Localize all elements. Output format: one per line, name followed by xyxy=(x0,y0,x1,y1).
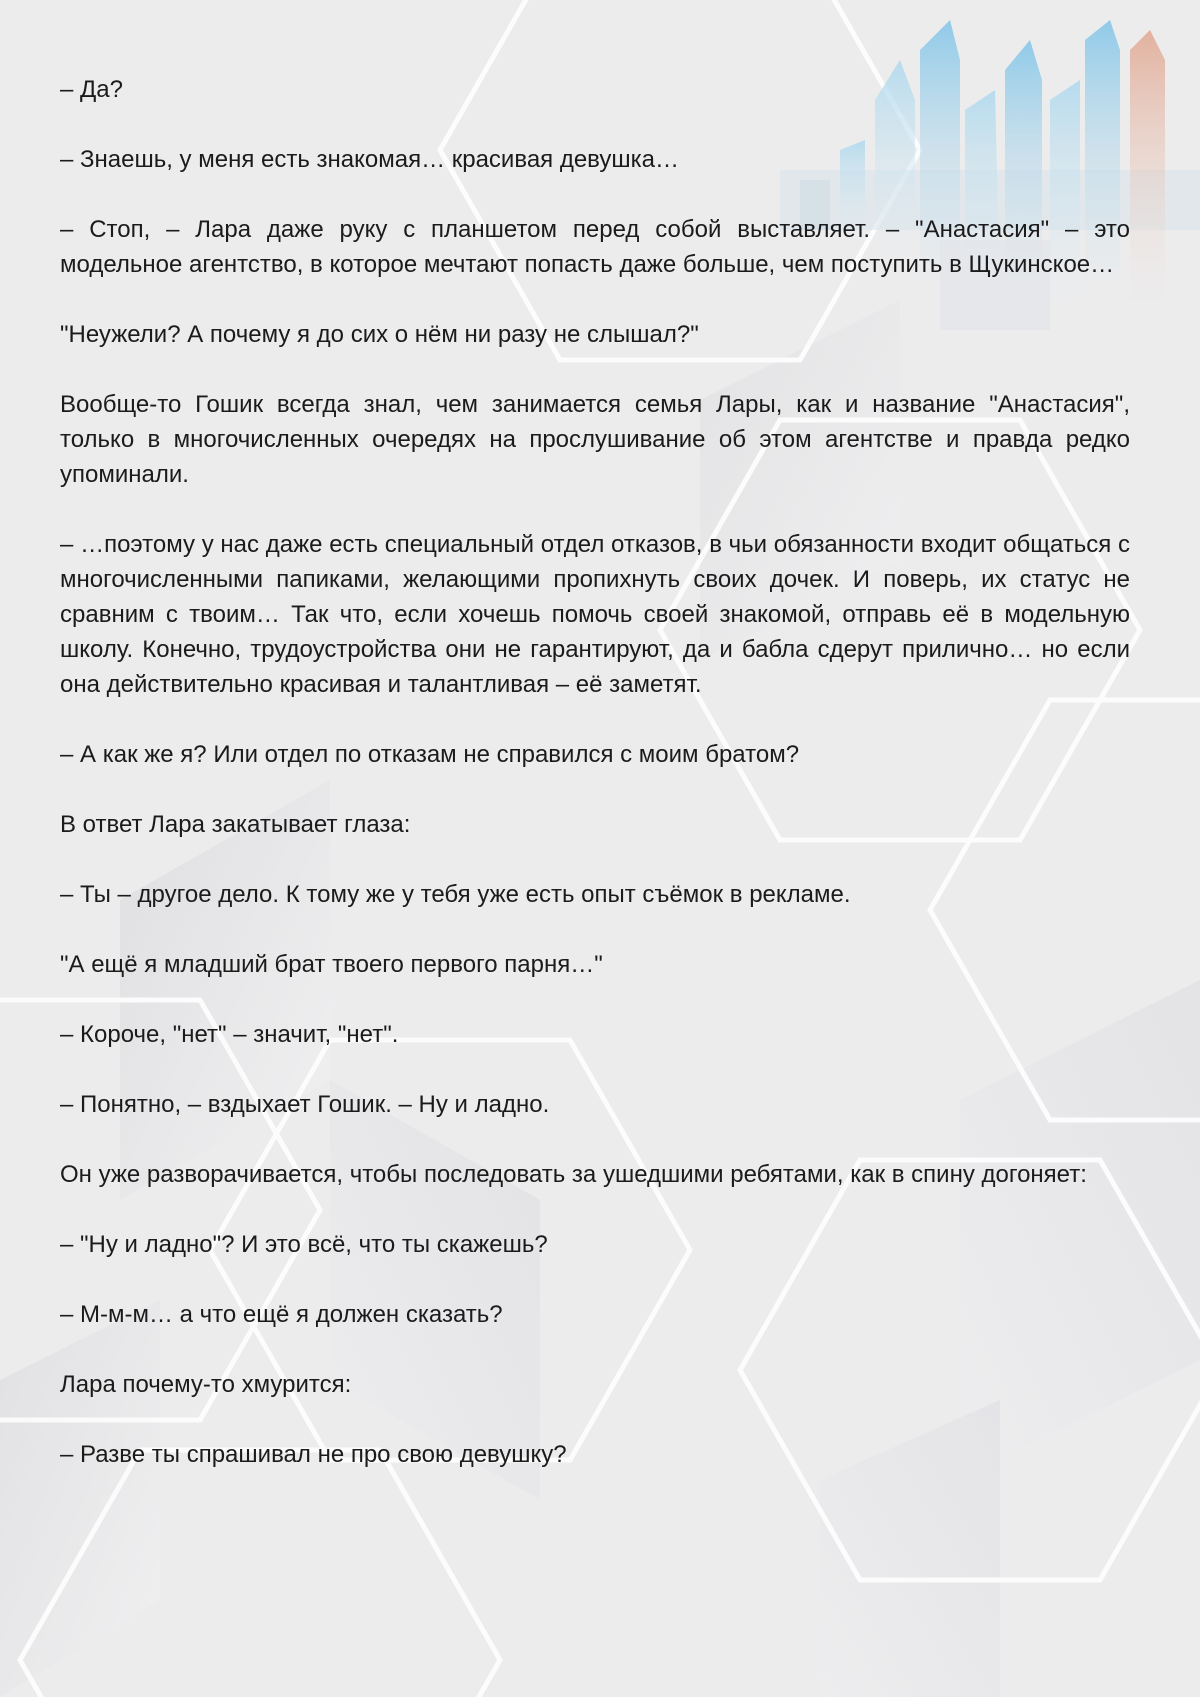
paragraph: – М-м-м… а что ещё я должен сказать? xyxy=(60,1301,503,1328)
paragraph: Лара почему-то хмурится: xyxy=(60,1371,352,1398)
paragraph: Он уже разворачивается, чтобы последовать за ушедшими ребятами, как в спину догоняет: xyxy=(60,1161,1087,1188)
paragraph: – Разве ты спрашивал не про свою девушку? xyxy=(60,1441,567,1468)
paragraph: Вообще-то Гошик всегда знал, чем занимается семья Лары, как и название "Анастасия", только в многочисленных очередях на прослушивание об этом агентстве и правда редко упоминали. xyxy=(60,391,1130,488)
paragraph: "Неужели? А почему я до сих о нём ни разу не слышал?" xyxy=(60,321,699,348)
paragraph: – Стоп, – Лара даже руку с планшетом перед собой выставляет. – "Анастасия" – это модельное агентство, в которое мечтают попасть даже больше, чем поступить в Щукинское… xyxy=(60,216,1130,278)
paragraph: – Да? xyxy=(60,76,123,103)
paragraph: – Знаешь, у меня есть знакомая… красивая девушка… xyxy=(60,146,680,173)
paragraph: – Короче, "нет" – значит, "нет". xyxy=(60,1021,399,1048)
paragraph: – Понятно, – вздыхает Гошик. – Ну и ладно. xyxy=(60,1091,550,1118)
paragraph: – Ты – другое дело. К тому же у тебя уже есть опыт съёмок в рекламе. xyxy=(60,881,851,908)
paragraph: В ответ Лара закатывает глаза: xyxy=(60,811,411,838)
paragraph: – "Ну и ладно"? И это всё, что ты скажешь? xyxy=(60,1231,548,1258)
paragraph: – А как же я? Или отдел по отказам не справился с моим братом? xyxy=(60,741,800,768)
document-body xyxy=(60,72,1130,1507)
paragraph: – …поэтому у нас даже есть специальный отдел отказов, в чьи обязанности входит общаться с многочисленными папиками, желающими пропихнуть своих дочек. И поверь, их статус не сравним с твоим… Так что, если хочешь помочь своей знакомой, отправь её в модельную школу. Конечно, трудоустройства они не гарантируют, да и бабла сдерут прилично… но если она действительно красивая и талантливая – её заметят. xyxy=(60,531,1130,698)
paragraph: "А ещё я младший брат твоего первого парня…" xyxy=(60,951,603,978)
